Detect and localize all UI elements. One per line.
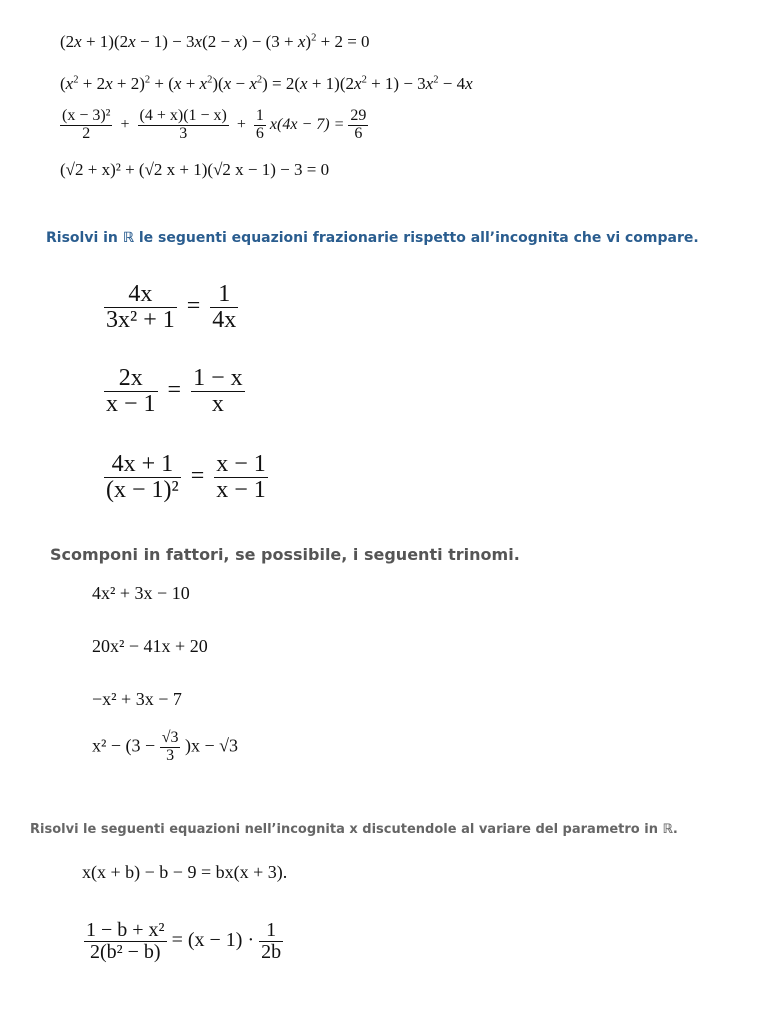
fractional-equation-2 [104,366,245,417]
expression-part: )( [212,74,224,93]
expression-part: + 1)(2 [307,74,355,93]
variable: x [128,32,136,51]
variable: x [465,74,473,93]
trinomial-text: −x² + 3x − 7 [92,689,182,709]
numerator: 4x [128,281,153,307]
equals-sign: = [167,377,182,404]
equals-sign: = [190,463,205,490]
fraction [254,108,266,143]
trinomial-1 [92,583,190,604]
expression-part: + [181,74,200,93]
equation-2 [60,74,473,94]
trinomial-pre: x² − (3 − [92,735,156,756]
plus-sign: + [236,115,246,133]
variable: x [297,32,306,51]
exponent: 2 [207,74,213,86]
trinomial-2 [92,636,208,657]
fraction [138,108,229,143]
expression-part: ( [60,74,66,93]
expression-part: + 2 = 0 [316,32,370,51]
denominator: 4x [212,307,237,334]
exponent: 2 [73,74,79,86]
heading-text: Risolvi le seguenti equazioni nell’incognita x discutendole al variare del parametro in ℝ. [30,822,678,837]
exponent: 2 [433,74,439,86]
denominator: 2(b² − b) [84,941,167,963]
section-heading-fractional [46,230,699,246]
fraction [348,108,368,143]
right-fraction [259,920,283,963]
numerator: 1 [218,281,231,307]
variable: x [173,74,182,93]
denominator: x − 1 [216,477,266,504]
numerator: √3 [161,729,179,746]
section-heading-factor [50,545,520,564]
denominator: 3 [160,747,181,765]
fraction [160,730,181,765]
equation-text: x(x + b) − b − 9 = bx(x + 3). [82,862,288,882]
numerator: (x − 3)² [62,107,111,124]
right-fraction [210,282,238,333]
fractional-equation-3 [104,452,268,503]
equation-middle: = (x − 1) · [171,929,255,952]
expression-part: − 4 [438,74,466,93]
equation-4 [60,160,329,180]
heading-text: Scomponi in fattori, se possibile, i seguenti trinomi. [50,545,520,564]
trinomial-post: )x − √3 [184,735,239,756]
parametric-equation-1 [82,862,287,883]
equation-1-text [60,32,370,51]
left-fraction [84,920,167,963]
expression-part: + 2 [78,74,106,93]
trinomial-text: 20x² − 41x + 20 [92,636,208,656]
variable: x [74,32,82,51]
variable: x [425,74,434,93]
variable: x [354,74,362,93]
variable: x [105,74,113,93]
variable: x [223,74,232,93]
expression-part: + 2) [112,74,145,93]
numerator: (4 + x)(1 − x) [139,107,227,124]
left-fraction [104,282,177,333]
section-heading-parametric [30,822,678,837]
numerator: 1 − x [193,365,243,391]
denominator: 3x² + 1 [106,307,175,334]
left-fraction [104,366,158,417]
numerator: 1 [266,919,277,941]
expression-part: ) [305,32,312,51]
expression-part: ) − (3 + [241,32,298,51]
variable: x [65,74,74,93]
variable: x [199,74,208,93]
denominator: 6 [348,125,368,143]
heading-text: Risolvi in ℝ le seguenti equazioni frazionarie rispetto all’incognita che vi compare. [46,230,699,246]
denominator: 3 [138,125,229,143]
variable: x [300,74,308,93]
exponent: 2 [311,32,317,44]
variable: x [249,74,257,93]
trinomial-4 [92,730,238,765]
denominator: x [191,391,245,417]
numerator: 4x + 1 [111,451,174,477]
trinomial-text: 4x² + 3x − 10 [92,583,190,603]
exponent: 2 [256,74,263,86]
numerator: 2x [118,365,143,391]
left-fraction [104,452,181,503]
trinomial-3 [92,689,182,710]
expression-part: + 1)(2 [81,32,129,51]
expression-part: − 1) − 3 [135,32,195,51]
fractional-equation-1 [104,282,238,333]
parametric-equation-2 [84,920,283,963]
variable: x [194,32,203,51]
denominator: 2b [261,941,282,963]
equation-4-text: (√2 + x)² + (√2 x + 1)(√2 x − 1) − 3 = 0 [60,160,330,179]
numerator: 1 [255,107,264,124]
plus-sign: + [120,115,130,133]
variable: x [234,32,242,51]
right-fraction [191,366,245,417]
denominator: x − 1 [106,391,156,418]
equals-sign: = [186,293,201,320]
denominator: (x − 1)² [106,477,179,504]
expression-part: − [231,74,250,93]
expression-part: (2 − [202,32,235,51]
exponent: 2 [361,74,367,86]
exponent: 2 [144,74,151,86]
expression-part: + 1) − 3 [366,74,426,93]
denominator: 2 [60,125,112,143]
right-fraction [214,452,268,503]
numerator: x − 1 [216,451,266,477]
equation-3 [60,108,368,143]
numerator: 29 [350,107,367,124]
expression-part: ) = 2( [262,74,301,93]
numerator: 1 − b + x² [86,919,165,941]
equation-tail: x(4x − 7) = [269,115,345,133]
expression-part: (2 [60,32,75,51]
fraction [60,108,112,143]
equation-1 [60,32,370,52]
expression-part: + ( [150,74,174,93]
equation-2-text [60,74,473,93]
denominator: 6 [255,124,264,142]
